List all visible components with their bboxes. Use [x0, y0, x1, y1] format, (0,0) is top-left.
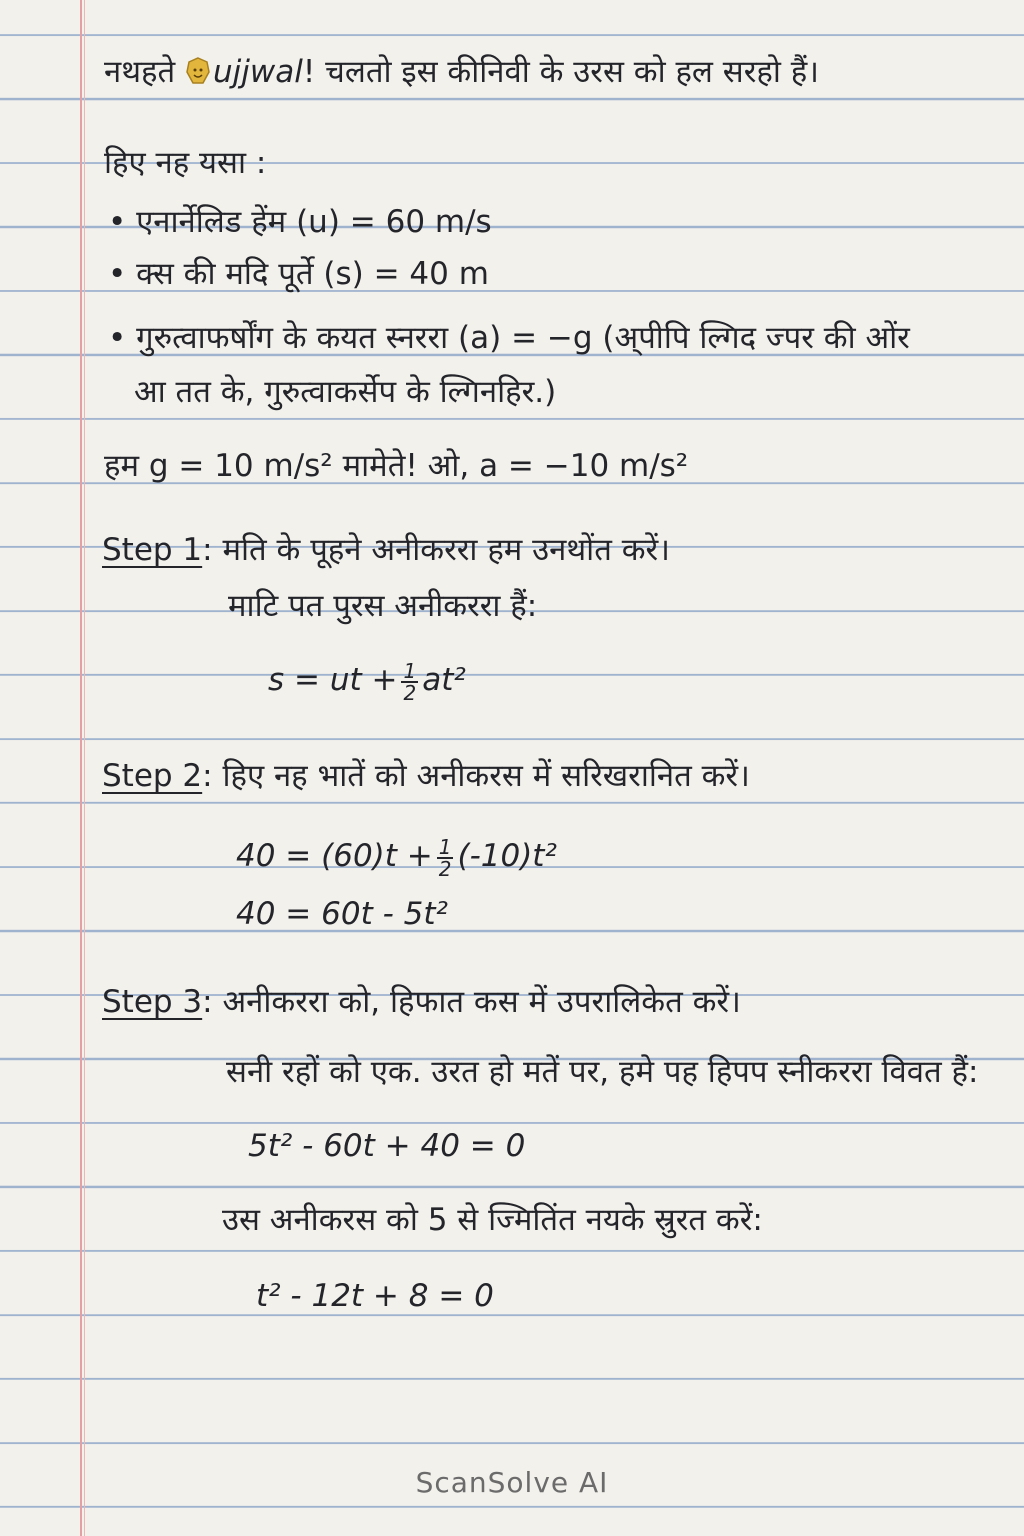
step-3-text: : अनीकररा को, हिफात कस में उपरालिकेत करें। — [202, 984, 741, 1020]
assumption-line: हम g = 10 m/s² मामेते! ओ, a = −10 m/s² — [104, 448, 689, 484]
eq-right: at² — [422, 662, 466, 698]
step-3-heading — [102, 982, 741, 1022]
greeting-line — [104, 52, 819, 92]
eq-left: 40 = (60)t + — [236, 838, 433, 874]
fraction-numerator: 1 — [438, 834, 452, 859]
step-3-subtext-2: उस अनीकरस को 5 से ज्मितिंत नयके स्रुरत करें: — [222, 1202, 763, 1238]
equation-reduced: t² - 12t + 8 = 0 — [256, 1278, 494, 1314]
step-1-text: : मति के पूहने अनीकररा हम उनथोंत करें। — [202, 532, 670, 568]
given-item-text: क्स की मदि पूर्ते (s) = 40 m — [136, 256, 489, 292]
given-heading: हिए नह यसा : — [104, 145, 267, 181]
greeting-prefix: नथहते — [104, 54, 176, 90]
bullet: • — [108, 204, 127, 240]
fraction-half — [437, 834, 454, 881]
fraction-numerator: 1 — [403, 658, 417, 683]
fraction-denominator: 2 — [403, 680, 417, 705]
fraction-denominator: 2 — [438, 856, 452, 881]
given-item — [108, 318, 910, 358]
margin-line-inner — [84, 0, 85, 1536]
equation-quadratic: 5t² - 60t + 40 = 0 — [248, 1128, 526, 1164]
watermark-footer: ScanSolve AI — [415, 1466, 609, 1499]
fraction-half — [401, 658, 418, 705]
step-2-text: : हिए नह भातें को अनीकरस में सरिखरानित करें। — [202, 758, 750, 794]
step-2-label: Step 2 — [102, 758, 203, 794]
step-1-label: Step 1 — [102, 532, 203, 568]
equation-displacement — [268, 660, 466, 703]
margin-line — [80, 0, 82, 1536]
greeting-name: ujjwal — [213, 54, 303, 90]
step-3-subtext: सनी रहों को एक. उरत हो मतें पर, हमे पह हिपप स्नीकररा विवत हैं: — [226, 1054, 979, 1090]
eq-left: s = ut + — [268, 662, 398, 698]
equation-substituted — [236, 836, 557, 879]
given-item-text: गुरुत्वाफर्षोंग के कयत स्नररा (a) = −g (अ्पीपि ल्गिद ज्पर की ओंर — [136, 320, 910, 356]
step-1-heading — [102, 530, 670, 570]
given-item-continuation: आ तत के, गुरुत्वाकर्सेप के ल्गिनहिर.) — [134, 374, 557, 410]
greeting-rest: ! चलतो इस कीनिवी के उरस को हल सरहो हैं। — [302, 54, 819, 90]
given-item-text: एनार्नेलिड हेंम (u) = 60 m/s — [136, 204, 492, 240]
bullet: • — [108, 320, 127, 356]
given-item — [108, 254, 489, 294]
step-1-subtext: माटि पत पुरस अनीकररा हैं: — [228, 588, 538, 624]
given-item — [108, 202, 492, 242]
step-2-heading — [102, 756, 750, 796]
equation-simplified: 40 = 60t - 5t² — [236, 896, 448, 932]
bullet: • — [108, 256, 127, 292]
eq-right: (-10)t² — [457, 838, 557, 874]
smiling-badge-icon — [185, 56, 211, 86]
step-3-label: Step 3 — [102, 984, 203, 1020]
